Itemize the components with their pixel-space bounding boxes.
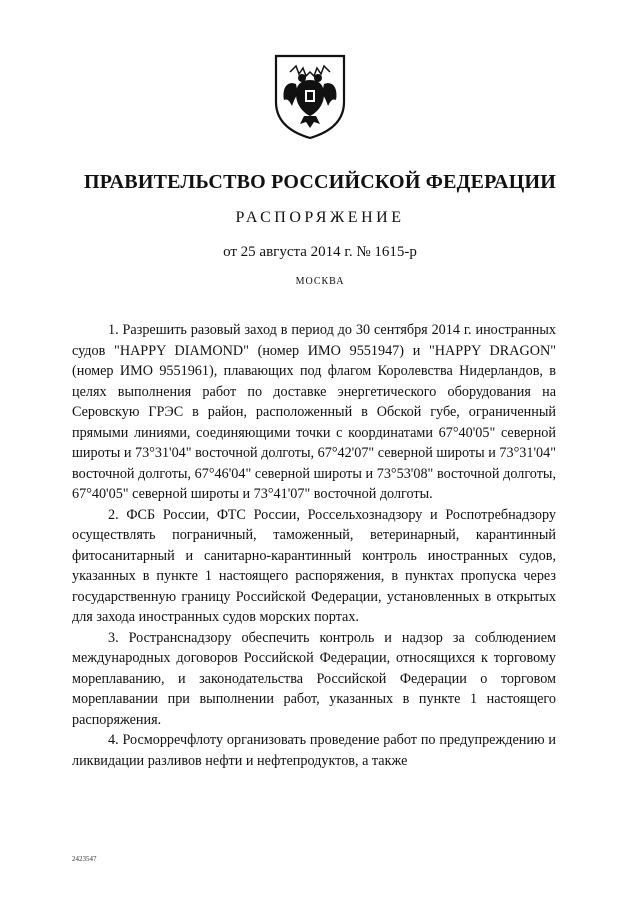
- paragraph-2: 2. ФСБ России, ФТС России, Россельхознадзору и Роспотребнадзору осуществлять пограничный, таможенный, ветеринарный, карантинный фитосанитарный и санитарно-карантинный контроль иностранных судов, указанных в пункте 1 настоящего распоряжения, в пунктах пропуска через государственную границу Российской Федерации, установленных в открытых для захода иностранных судов морских портах.: [72, 506, 556, 625]
- paragraph-3: 3. Ространснадзору обеспечить контроль и надзор за соблюдением международных договоров Российской Федерации, относящихся к торговому мореплаванию, и законодательства Российской Федерации о торговом мореплавании при выполнении работ, указанных в пункте 1 настоящего распоряжения.: [72, 629, 556, 728]
- paragraph-4: 4. Росморречфлоту организовать проведение работ по предупреждению и ликвидации разливов нефти и нефтепродуктов, а также: [72, 732, 556, 769]
- document-code: 2423547: [72, 855, 97, 863]
- government-title: ПРАВИТЕЛЬСТВО РОССИЙСКОЙ ФЕДЕРАЦИИ: [84, 171, 556, 193]
- document-body: [72, 320, 556, 771]
- document-date-number: от 25 августа 2014 г. № 1615-р: [223, 244, 417, 260]
- paragraph-1: 1. Разрешить разовый заход в период до 30 сентября 2014 г. иностранных судов "HAPPY DIAMOND" (номер ИМО 9551947) и "HAPPY DRAGON" (номер ИМО 9551961), плавающих под флагом Королевства Нидерландов, в целях выполнения работ по доставке энергетического оборудования на Серовскую ГРЭС в район, расположенный в Обской губе, ограниченный прямыми линиями, соединяющими точки с координатами 67°40'05" северной широты и 73°31'04" восточной долготы, 67°42'07" северной широты и 73°31'04" восточной долготы, 67°46'04" северной широты и 73°53'08" восточной долготы, 67°40'05" северной широты и 73°41'07" восточной долготы.: [72, 322, 556, 502]
- coat-of-arms-icon: [270, 50, 350, 140]
- document-type: РАСПОРЯЖЕНИЕ: [235, 209, 405, 226]
- document-city: МОСКВА: [295, 276, 345, 287]
